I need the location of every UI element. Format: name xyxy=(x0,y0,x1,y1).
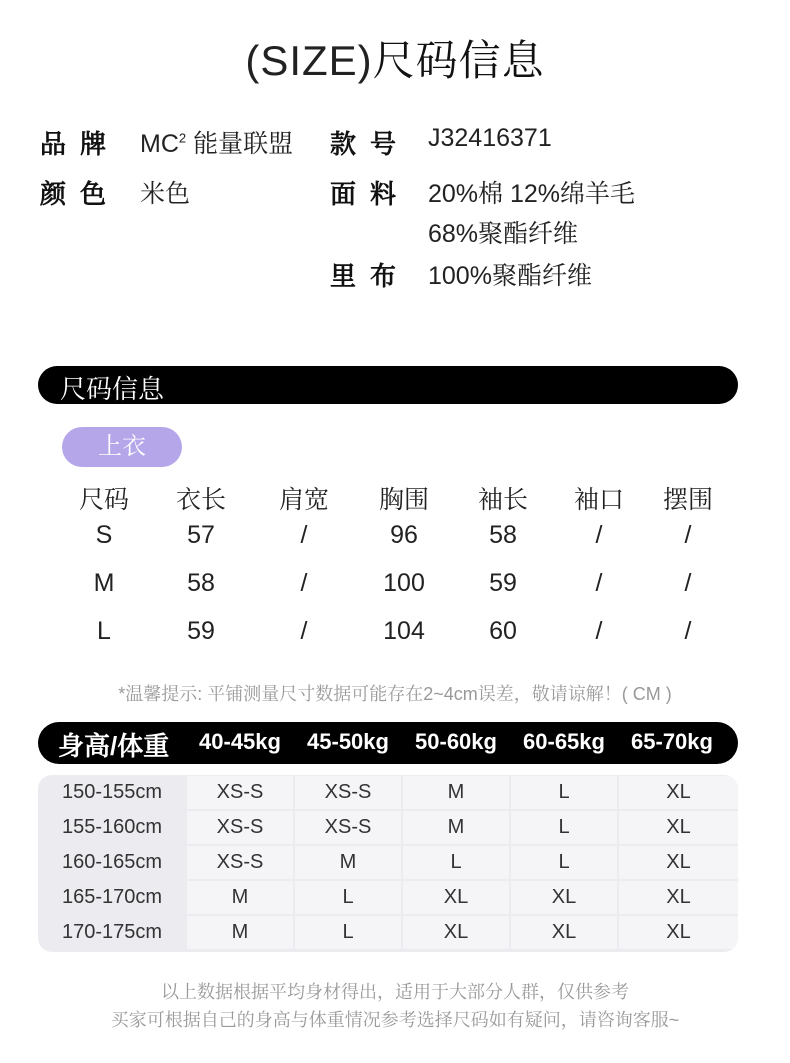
table-cell: / xyxy=(595,617,603,645)
size-recommendation-cell: XL xyxy=(511,881,617,914)
height-row-label: 165-170cm xyxy=(61,886,163,908)
section-title: 尺码信息 xyxy=(60,374,165,404)
title-text: 尺码信息 xyxy=(372,37,545,84)
lining-value: 100%聚酯纤维 xyxy=(428,262,592,290)
lining-label: 里布 xyxy=(330,261,411,291)
weight-header: 40-45kg xyxy=(199,729,281,754)
footer-note-1: 以上数据根据平均身材得出，适用于大部分人群，仅供参考 xyxy=(161,982,629,1002)
table-cell: 59 xyxy=(187,617,215,645)
title-size: SIZE xyxy=(260,37,358,84)
height-weight-header xyxy=(38,722,738,764)
size-recommendation-cell: XL xyxy=(619,846,738,879)
title-paren-close: ) xyxy=(357,37,373,84)
size-recommendation-cell: M xyxy=(403,776,509,809)
size-recommendation-cell: L xyxy=(403,846,509,879)
size-recommendation-cell: M xyxy=(403,811,509,844)
table-header: 袖口 xyxy=(573,486,624,514)
measurement-tip: *温馨提示: 平铺测量尺寸数据可能存在2~4cm误差，敬请谅解！( CM ) xyxy=(118,684,672,704)
brand-value-suffix: 能量联盟 xyxy=(186,130,294,158)
size-recommendation-cell: L xyxy=(295,916,401,949)
table-cell: / xyxy=(684,569,692,597)
table-cell: 104 xyxy=(383,617,425,645)
table-header: 摆围 xyxy=(662,486,713,514)
size-recommendation-cell: XS-S xyxy=(187,811,293,844)
size-recommendation-cell: L xyxy=(295,881,401,914)
size-recommendation-cell: XL xyxy=(619,916,738,949)
size-recommendation-cell: XS-S xyxy=(187,776,293,809)
fabric-label: 面料 xyxy=(330,179,411,209)
height-weight-grid xyxy=(38,775,738,952)
brand-label: 品牌 xyxy=(40,129,121,159)
table-header: 尺码 xyxy=(78,486,129,514)
table-cell: 58 xyxy=(489,521,517,549)
height-row-label: 155-160cm xyxy=(61,816,163,838)
table-header: 胸围 xyxy=(378,486,429,514)
weight-header: 60-65kg xyxy=(523,729,605,754)
size-recommendation-cell: XL xyxy=(619,881,738,914)
size-recommendation-cell: XL xyxy=(619,811,738,844)
size-recommendation-cell: XS-S xyxy=(295,811,401,844)
color-label: 颜色 xyxy=(40,179,121,209)
table-cell: / xyxy=(300,569,308,597)
fabric-line2: 68%聚酯纤维 xyxy=(428,220,579,248)
table-cell: 57 xyxy=(187,521,215,549)
table-header: 肩宽 xyxy=(278,486,329,514)
size-recommendation-cell: M xyxy=(187,916,293,949)
color-value: 米色 xyxy=(140,180,191,208)
table-cell: 96 xyxy=(390,521,418,549)
size-recommendation-cell: XL xyxy=(403,916,509,949)
table-cell: / xyxy=(595,521,603,549)
table-cell: / xyxy=(684,521,692,549)
size-recommendation-cell: L xyxy=(511,811,617,844)
table-cell: / xyxy=(300,617,308,645)
table-cell: L xyxy=(97,617,111,645)
table-cell: 60 xyxy=(489,617,517,645)
size-recommendation-cell: XS-S xyxy=(187,846,293,879)
title-paren-open: ( xyxy=(245,37,261,84)
brand-value xyxy=(140,124,293,160)
brand-value-sup: 2 xyxy=(178,130,187,146)
weight-header: 65-70kg xyxy=(631,729,713,754)
table-cell: / xyxy=(300,521,308,549)
table-header: 袖长 xyxy=(477,486,528,514)
weight-header: 50-60kg xyxy=(415,729,497,754)
size-recommendation-cell: M xyxy=(187,881,293,914)
tab-tops: 上衣 xyxy=(62,427,182,467)
height-row-label: 170-175cm xyxy=(61,921,163,943)
size-recommendation-cell: L xyxy=(511,776,617,809)
height-weight-title: 身高/体重 xyxy=(58,731,170,761)
size-recommendation-cell: XL xyxy=(511,916,617,949)
table-cell: / xyxy=(595,569,603,597)
size-recommendation-cell: XL xyxy=(403,881,509,914)
table-cell: 58 xyxy=(187,569,215,597)
section-header xyxy=(38,366,738,404)
table-header: 衣长 xyxy=(175,486,226,514)
style-label: 款号 xyxy=(330,129,411,159)
table-cell: M xyxy=(93,569,115,597)
table-cell: / xyxy=(684,617,692,645)
fabric-line1: 20%棉 12%绵羊毛 xyxy=(428,180,636,208)
size-recommendation-cell: M xyxy=(295,846,401,879)
height-row-label: 160-165cm xyxy=(61,851,163,873)
size-recommendation-cell: L xyxy=(511,846,617,879)
footer-note-2: 买家可根据自己的身高与体重情况参考选择尺码如有疑问，请咨询客服~ xyxy=(110,1010,680,1030)
height-row-label: 150-155cm xyxy=(61,781,163,803)
table-cell: 59 xyxy=(489,569,517,597)
style-value: J32416371 xyxy=(428,124,552,152)
table-cell: 100 xyxy=(383,569,425,597)
brand-value-prefix: MC xyxy=(140,130,179,158)
size-recommendation-cell: XS-S xyxy=(295,776,401,809)
table-cell: S xyxy=(95,521,113,549)
size-recommendation-cell: XL xyxy=(619,776,738,809)
weight-header: 45-50kg xyxy=(307,729,389,754)
page-title xyxy=(0,28,790,88)
